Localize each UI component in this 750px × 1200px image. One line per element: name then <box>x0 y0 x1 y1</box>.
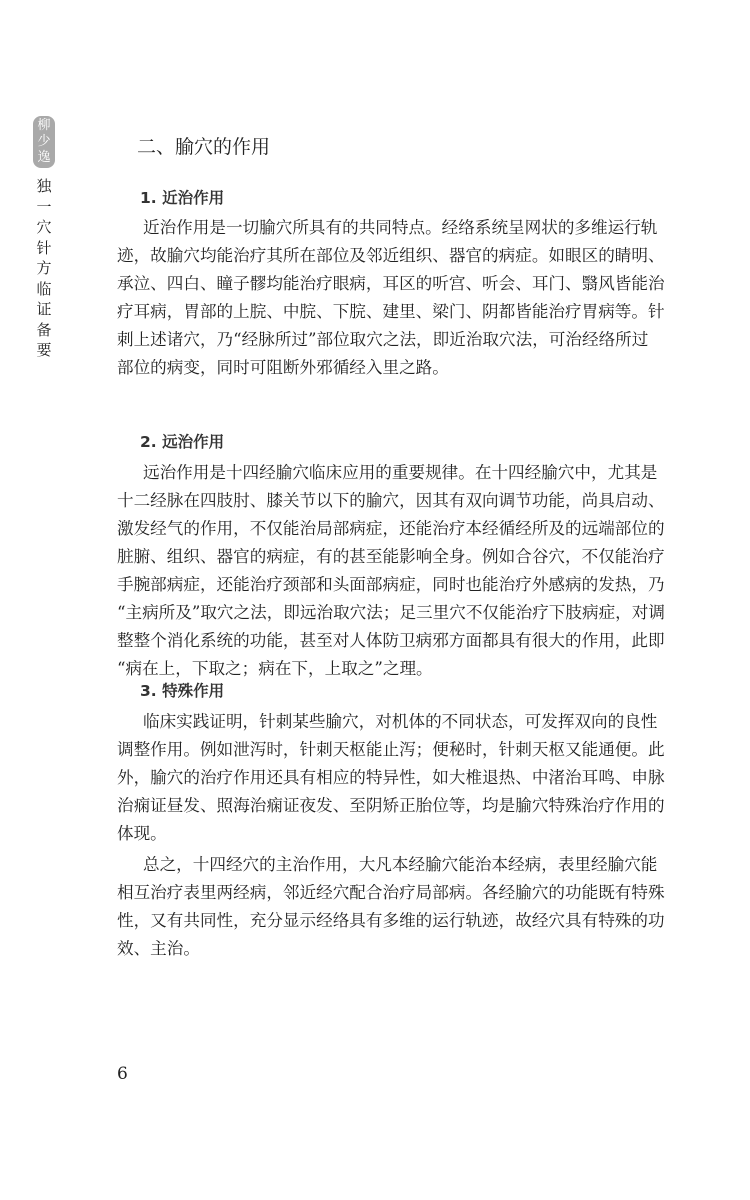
paragraph-line: 近治作用是一切腧穴所具有的共同特点。经络系统呈网状的多维运行轨 <box>143 218 658 237</box>
paragraph-line: 整整个消化系统的功能，甚至对人体防卫病邪方面都具有很大的作用，此即 <box>117 631 665 650</box>
subsection-title: 1. 近治作用 <box>140 189 225 207</box>
paragraph-line: 疗耳病，胃部的上脘、中脘、下脘、建里、梁门、阴都皆能治疗胃病等。针 <box>117 302 665 321</box>
title-char: 临 <box>36 279 52 298</box>
paragraph-line: 临床实践证明，针刺某些腧穴，对机体的不同状态，可发挥双向的良性 <box>143 712 658 731</box>
section-heading: 二、腧穴的作用 <box>137 136 271 158</box>
title-char: 穴 <box>36 218 52 236</box>
paragraph-line: 部位的病变，同时可阻断外邪循经入里之路。 <box>117 358 449 377</box>
paragraph-line: 外，腧穴的治疗作用还具有相应的特异性，如大椎退热、中渚治耳鸣、申脉 <box>117 768 665 787</box>
paragraph-line: 相互治疗表里两经病，邻近经穴配合治疗局部病。各经腧穴的功能既有特殊 <box>117 883 665 902</box>
subsection-title: 2. 远治作用 <box>140 433 225 451</box>
paragraph-line: 效、主治。 <box>117 939 200 958</box>
paragraph-line: 激发经气的作用，不仅能治局部病症，还能治疗本经循经所及的远端部位的 <box>117 519 665 538</box>
author-seal-logo <box>33 116 55 168</box>
seal-char: 少 <box>37 134 51 149</box>
paragraph-line: 调整作用。例如泄泻时，针刺天枢能止泻；便秘时，针刺天枢又能通便。此 <box>117 740 665 759</box>
subsection-title: 3. 特殊作用 <box>140 682 225 700</box>
title-char: 证 <box>36 300 52 318</box>
paragraph-line: 刺上述诸穴，乃“经脉所过”部位取穴之法，即近治取穴法，可治经络所过 <box>117 330 649 349</box>
seal-char: 柳 <box>37 118 51 133</box>
paragraph-line: 远治作用是十四经腧穴临床应用的重要规律。在十四经腧穴中，尤其是 <box>143 463 658 482</box>
book-title-vertical <box>31 176 57 361</box>
running-header <box>31 116 57 361</box>
paragraph-line: 总之，十四经穴的主治作用，大凡本经腧穴能治本经病，表里经腧穴能 <box>143 855 658 874</box>
paragraph-line: 性，又有共同性，充分显示经络具有多维的运行轨迹，故经穴具有特殊的功 <box>117 911 665 930</box>
seal-char: 逸 <box>37 150 51 165</box>
paragraph-line: 承泣、四白、瞳子髎均能治疗眼病，耳区的听宫、听会、耳门、翳风皆能治 <box>117 274 665 293</box>
paragraph-line: 迹，故腧穴均能治疗其所在部位及邻近组织、器官的病症。如眼区的睛明、 <box>117 246 665 265</box>
paragraph-line: 手腕部病症，还能治疗颈部和头面部病症，同时也能治疗外感病的发热，乃 <box>117 575 665 594</box>
title-char: 针 <box>36 238 52 257</box>
paragraph-line: 体现。 <box>117 824 167 843</box>
title-char: 要 <box>36 341 52 359</box>
title-char: 独 <box>36 177 52 195</box>
title-char: 备 <box>36 320 52 339</box>
paragraph-line: “病在上，下取之；病在下，上取之”之理。 <box>117 659 433 678</box>
paragraph-line: “主病所及”取穴之法，即远治取穴法；足三里穴不仅能治疗下肢病症，对调 <box>117 603 665 622</box>
title-char: 方 <box>36 259 52 277</box>
title-char: 一 <box>36 197 52 216</box>
paragraph-line: 脏腑、组织、器官的病症，有的甚至能影响全身。例如合谷穴，不仅能治疗 <box>117 547 665 566</box>
paragraph-line: 十二经脉在四肢肘、膝关节以下的腧穴，因其有双向调节功能，尚具启动、 <box>117 491 665 510</box>
page-number: 6 <box>117 1064 128 1084</box>
paragraph-line: 治痫证昼发、照海治痫证夜发、至阴矫正胎位等，均是腧穴特殊治疗作用的 <box>117 796 665 815</box>
